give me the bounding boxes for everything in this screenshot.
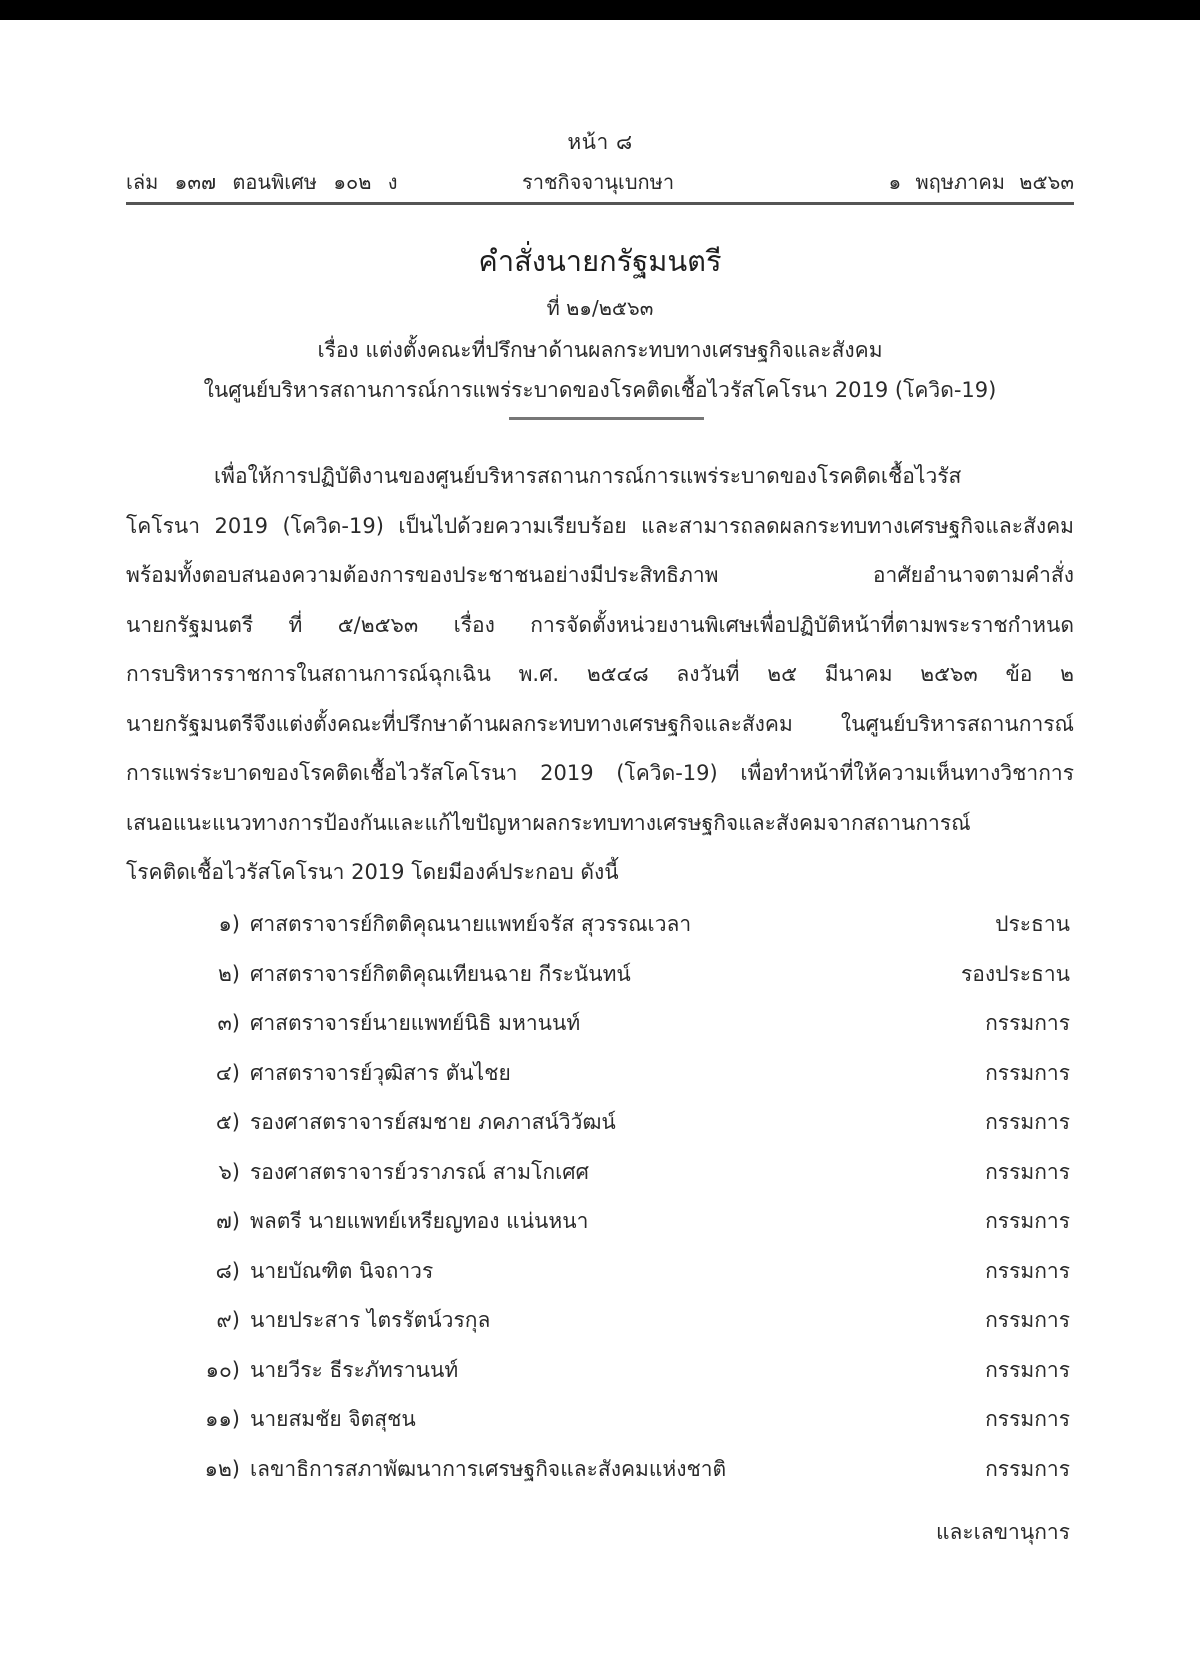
order-number: ที่ ๒๑/๒๕๖๓: [546, 296, 654, 320]
member-role: กรรมการ: [985, 1456, 1070, 1481]
member-name: ศาสตราจารย์กิตติคุณนายแพทย์จรัส สุวรรณเวลา: [250, 912, 692, 936]
member-row: [190, 1057, 1070, 1107]
body-line: โคโรนา 2019 (โควิด-19) เป็นไปด้วยความเรียบร้อย และสามารถลดผลกระทบทางเศรษฐกิจและสังคม: [126, 513, 1074, 538]
member-name: ศาสตราจารย์วุฒิสาร ตันไชย: [250, 1060, 511, 1085]
member-number: ๒): [217, 961, 240, 986]
member-row: [190, 1255, 1070, 1305]
body-line: พร้อมทั้งตอบสนองความต้องการของประชาชนอย่างมีประสิทธิภาพ อาศัยอำนาจตามคำสั่ง: [126, 563, 1074, 587]
member-number: ๕): [215, 1110, 240, 1134]
member-number: ๔): [215, 1060, 240, 1085]
member-row: [190, 908, 1070, 958]
member-number: ๑๐): [205, 1357, 240, 1382]
member-role: กรรมการ: [985, 1060, 1070, 1085]
body-line: โรคติดเชื้อไวรัสโคโรนา 2019 โดยมีองค์ประกอบ ดังนี้: [126, 860, 619, 884]
member-number: ๖): [218, 1159, 240, 1184]
member-name: นายประสาร ไตรรัตน์วรกุล: [250, 1308, 491, 1332]
subject-block: [0, 330, 1200, 410]
member-name: ศาสตราจารย์นายแพทย์นิธิ มหานนท์: [250, 1011, 581, 1035]
member-name: นายสมชัย จิตสุชน: [250, 1407, 416, 1431]
member-row: [190, 958, 1070, 1008]
member-number: ๑): [218, 912, 240, 936]
publication-name: ราชกิจจานุเบกษา: [522, 170, 675, 194]
subject-line: ในศูนย์บริหารสถานการณ์การแพร่ระบาดของโรคติดเชื้อไวรัสโคโรนา 2019 (โควิด-19): [203, 378, 997, 402]
member-row: [190, 1304, 1070, 1354]
publication-date: ๑ พฤษภาคม ๒๕๖๓: [888, 170, 1074, 194]
member-name: รองศาสตราจารย์สมชาย ภคภาสน์วิวัฒน์: [250, 1110, 616, 1134]
member-row: [190, 1205, 1070, 1255]
member-list: [190, 908, 1070, 1502]
member-name: รองศาสตราจารย์วราภรณ์ สามโกเศศ: [250, 1159, 589, 1184]
member-name: ศาสตราจารย์กิตติคุณเทียนฉาย กีระนันทน์: [250, 961, 631, 986]
title-divider: [509, 417, 704, 420]
member-role: กรรมการ: [985, 1159, 1070, 1184]
body-line: การบริหารราชการในสถานการณ์ฉุกเฉิน พ.ศ. ๒๕๔๘ ลงวันที่ ๒๕ มีนาคม ๒๕๖๓ ข้อ ๒: [126, 662, 1074, 686]
member-name: เลขาธิการสภาพัฒนาการเศรษฐกิจและสังคมแห่งชาติ: [250, 1456, 727, 1481]
member-name: นายบัณฑิต นิจถาวร: [250, 1258, 434, 1283]
member-role: ประธาน: [995, 912, 1070, 936]
member-row: [190, 1453, 1070, 1503]
top-black-bar: [0, 0, 1200, 20]
member-number: ๓): [217, 1011, 240, 1035]
member-role: กรรมการ: [985, 1308, 1070, 1332]
gazette-header: [126, 166, 1074, 198]
member-row: [190, 1156, 1070, 1206]
secretary-note: และเลขานุการ: [935, 1520, 1070, 1544]
member-role: กรรมการ: [985, 1357, 1070, 1382]
header-rule: [126, 202, 1074, 205]
member-role: กรรมการ: [985, 1110, 1070, 1134]
document-title: คำสั่งนายกรัฐมนตรี: [478, 244, 722, 278]
member-number: ๗): [216, 1209, 240, 1233]
page-number: หน้า ๘: [567, 130, 633, 154]
member-number: ๘): [215, 1258, 240, 1283]
member-row: [190, 1106, 1070, 1156]
member-row: [190, 1354, 1070, 1404]
body-line: เสนอแนะแนวทางการป้องกันและแก้ไขปัญหาผลกระทบทางเศรษฐกิจและสังคมจากสถานการณ์: [126, 810, 971, 835]
member-name: นายวีระ ธีระภัทรานนท์: [250, 1357, 459, 1382]
member-row: [190, 1403, 1070, 1453]
volume-issue: เล่ม ๑๓๗ ตอนพิเศษ ๑๐๒ ง: [126, 170, 398, 194]
gazette-page: [0, 20, 1200, 1666]
member-role: กรรมการ: [985, 1011, 1070, 1035]
member-name: พลตรี นายแพทย์เหรียญทอง แน่นหนา: [250, 1209, 589, 1233]
subject-line: เรื่อง แต่งตั้งคณะที่ปรึกษาด้านผลกระทบทางเศรษฐกิจและสังคม: [317, 338, 883, 362]
member-number: ๑๑): [205, 1407, 240, 1431]
member-number: ๑๒): [204, 1456, 240, 1481]
member-role: กรรมการ: [985, 1258, 1070, 1283]
member-role: กรรมการ: [985, 1407, 1070, 1431]
body-line: นายกรัฐมนตรี ที่ ๕/๒๕๖๓ เรื่อง การจัดตั้งหน่วยงานพิเศษเพื่อปฏิบัติหน้าที่ตามพระราชกำหนด: [126, 612, 1074, 637]
member-role: กรรมการ: [985, 1209, 1070, 1233]
body-line: นายกรัฐมนตรีจึงแต่งตั้งคณะที่ปรึกษาด้านผลกระทบทางเศรษฐกิจและสังคม ในศูนย์บริหารสถานการณ์: [126, 711, 1074, 736]
body-line: เพื่อให้การปฏิบัติงานของศูนย์บริหารสถานการณ์การแพร่ระบาดของโรคติดเชื้อไวรัส: [214, 464, 962, 488]
member-number: ๙): [216, 1308, 240, 1332]
body-paragraph: [126, 452, 1074, 898]
member-row: [190, 1007, 1070, 1057]
body-line: การแพร่ระบาดของโรคติดเชื้อไวรัสโคโรนา 2019 (โควิด-19) เพื่อทำหน้าที่ให้ความเห็นทางวิชาการ: [126, 761, 1074, 785]
member-role: รองประธาน: [961, 961, 1070, 986]
